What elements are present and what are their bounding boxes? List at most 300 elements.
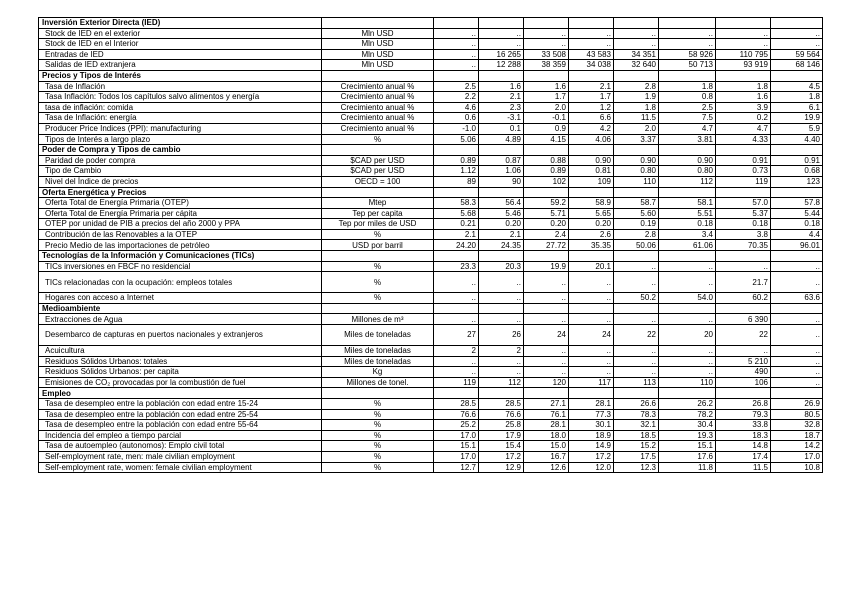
value-cell: 102 bbox=[524, 176, 569, 187]
value-cell: 58 926 bbox=[659, 49, 716, 60]
row-unit: % bbox=[322, 462, 434, 473]
value-cell: 28.1 bbox=[569, 399, 614, 410]
value-cell: 59 564 bbox=[771, 49, 823, 60]
value-cell: 5.46 bbox=[479, 208, 524, 219]
row-unit: Miles de toneladas bbox=[322, 356, 434, 367]
value-cell: 57.8 bbox=[771, 198, 823, 209]
table-row bbox=[39, 28, 823, 39]
value-cell: 2.5 bbox=[434, 81, 479, 92]
empty-cell bbox=[614, 251, 659, 262]
value-cell: 33.8 bbox=[716, 420, 771, 431]
value-cell: 12.0 bbox=[569, 462, 614, 473]
value-cell: 112 bbox=[659, 176, 716, 187]
empty-cell bbox=[569, 18, 614, 29]
empty-cell bbox=[771, 70, 823, 81]
value-cell: 15.2 bbox=[614, 441, 659, 452]
empty-cell bbox=[434, 388, 479, 399]
value-cell: 15.1 bbox=[434, 441, 479, 452]
value-cell: 0.89 bbox=[434, 155, 479, 166]
empty-cell bbox=[524, 145, 569, 156]
empty-cell bbox=[771, 303, 823, 314]
value-cell: 25.2 bbox=[434, 420, 479, 431]
value-cell: 35.35 bbox=[569, 240, 614, 251]
value-cell: 93 919 bbox=[716, 60, 771, 71]
value-cell: 0.81 bbox=[569, 166, 614, 177]
row-label: Self-employment rate, women: female civilian employment bbox=[39, 462, 322, 473]
value-cell: 58.7 bbox=[614, 198, 659, 209]
value-cell: 3.81 bbox=[659, 134, 716, 145]
value-cell: 14.2 bbox=[771, 441, 823, 452]
value-cell: 4.4 bbox=[771, 229, 823, 240]
value-cell: 1.06 bbox=[479, 166, 524, 177]
value-cell: 28.1 bbox=[524, 420, 569, 431]
value-cell: 33 508 bbox=[524, 49, 569, 60]
empty-cell bbox=[716, 145, 771, 156]
value-cell: .. bbox=[614, 356, 659, 367]
statistics-table bbox=[38, 17, 823, 473]
value-cell: 0.18 bbox=[716, 219, 771, 230]
table-row bbox=[39, 420, 823, 431]
empty-cell bbox=[716, 187, 771, 198]
row-label: Hogares con acceso a Internet bbox=[39, 293, 322, 304]
row-label: Oferta Total de Energía Primaria (OTEP) bbox=[39, 198, 322, 209]
value-cell: 58.9 bbox=[569, 198, 614, 209]
value-cell: 17.4 bbox=[716, 451, 771, 462]
value-cell: 0.19 bbox=[614, 219, 659, 230]
value-cell: 89 bbox=[434, 176, 479, 187]
value-cell: 24.35 bbox=[479, 240, 524, 251]
value-cell: 5.51 bbox=[659, 208, 716, 219]
empty-cell bbox=[659, 303, 716, 314]
value-cell: 19.9 bbox=[524, 261, 569, 272]
empty-cell bbox=[479, 145, 524, 156]
value-cell: .. bbox=[524, 367, 569, 378]
value-cell: 11.8 bbox=[659, 462, 716, 473]
value-cell: .. bbox=[524, 272, 569, 293]
empty-cell bbox=[614, 18, 659, 29]
value-cell: .. bbox=[716, 28, 771, 39]
section-header-row bbox=[39, 18, 823, 29]
value-cell: 24.20 bbox=[434, 240, 479, 251]
value-cell: .. bbox=[771, 377, 823, 388]
value-cell: .. bbox=[659, 314, 716, 325]
empty-cell bbox=[524, 187, 569, 198]
value-cell: 0.90 bbox=[569, 155, 614, 166]
row-label: Producer Price Indices (PPI): manufacturing bbox=[39, 123, 322, 134]
value-cell: 30.1 bbox=[569, 420, 614, 431]
value-cell: 112 bbox=[479, 377, 524, 388]
value-cell: 6.1 bbox=[771, 102, 823, 113]
value-cell: 59.2 bbox=[524, 198, 569, 209]
value-cell: 12.7 bbox=[434, 462, 479, 473]
value-cell: 120 bbox=[524, 377, 569, 388]
empty-cell bbox=[569, 187, 614, 198]
value-cell: .. bbox=[771, 272, 823, 293]
empty-cell bbox=[322, 251, 434, 262]
value-cell: 0.73 bbox=[716, 166, 771, 177]
value-cell: 17.9 bbox=[479, 430, 524, 441]
section-header-row bbox=[39, 388, 823, 399]
value-cell: 70.35 bbox=[716, 240, 771, 251]
value-cell: 109 bbox=[569, 176, 614, 187]
value-cell: 2.2 bbox=[434, 92, 479, 103]
value-cell: 119 bbox=[434, 377, 479, 388]
value-cell: 0.80 bbox=[614, 166, 659, 177]
value-cell: 1.7 bbox=[569, 92, 614, 103]
value-cell: 77.3 bbox=[569, 409, 614, 420]
value-cell: .. bbox=[434, 293, 479, 304]
empty-cell bbox=[614, 303, 659, 314]
value-cell: 78.3 bbox=[614, 409, 659, 420]
value-cell: .. bbox=[771, 261, 823, 272]
row-label: Tasa de Inflación: energía bbox=[39, 113, 322, 124]
empty-cell bbox=[659, 187, 716, 198]
row-label: TICs inversiones en FBCF no residencial bbox=[39, 261, 322, 272]
table-row bbox=[39, 123, 823, 134]
row-label: Tipo de Cambio bbox=[39, 166, 322, 177]
value-cell: 30.4 bbox=[659, 420, 716, 431]
value-cell: 0.18 bbox=[659, 219, 716, 230]
value-cell: 14.8 bbox=[716, 441, 771, 452]
value-cell: 6 390 bbox=[716, 314, 771, 325]
value-cell: .. bbox=[434, 367, 479, 378]
empty-cell bbox=[479, 303, 524, 314]
row-label: Tasa de Inflación bbox=[39, 81, 322, 92]
value-cell: .. bbox=[771, 367, 823, 378]
row-label: Stock de IED en el exterior bbox=[39, 28, 322, 39]
empty-cell bbox=[479, 187, 524, 198]
value-cell: 76.1 bbox=[524, 409, 569, 420]
value-cell: .. bbox=[524, 293, 569, 304]
value-cell: 119 bbox=[716, 176, 771, 187]
empty-cell bbox=[479, 251, 524, 262]
table-row bbox=[39, 60, 823, 71]
row-label: Precio Medio de las importaciones de petróleo bbox=[39, 240, 322, 251]
value-cell: 61.06 bbox=[659, 240, 716, 251]
value-cell: .. bbox=[771, 314, 823, 325]
value-cell: 22 bbox=[716, 325, 771, 346]
empty-cell bbox=[659, 18, 716, 29]
value-cell: 63.6 bbox=[771, 293, 823, 304]
value-cell: .. bbox=[659, 367, 716, 378]
value-cell: 0.68 bbox=[771, 166, 823, 177]
row-label: Oferta Total de Energía Primaria per cápita bbox=[39, 208, 322, 219]
value-cell: 26.2 bbox=[659, 399, 716, 410]
value-cell: 110 bbox=[614, 176, 659, 187]
value-cell: .. bbox=[524, 314, 569, 325]
table-row bbox=[39, 39, 823, 50]
table-row bbox=[39, 462, 823, 473]
value-cell: 26.8 bbox=[716, 399, 771, 410]
row-label: Extracciones de Agua bbox=[39, 314, 322, 325]
value-cell: 113 bbox=[614, 377, 659, 388]
table-row bbox=[39, 272, 823, 293]
value-cell: 1.12 bbox=[434, 166, 479, 177]
empty-cell bbox=[716, 70, 771, 81]
value-cell: 4.89 bbox=[479, 134, 524, 145]
value-cell: 16.7 bbox=[524, 451, 569, 462]
value-cell: 3.37 bbox=[614, 134, 659, 145]
row-label: OTEP por unidad de PIB a precios del año 2000 y PPA bbox=[39, 219, 322, 230]
value-cell: 5.44 bbox=[771, 208, 823, 219]
value-cell: 0.88 bbox=[524, 155, 569, 166]
value-cell: 0.2 bbox=[716, 113, 771, 124]
value-cell: .. bbox=[479, 28, 524, 39]
section-title: Tecnologías de la Información y Comunicaciones (TICs) bbox=[39, 251, 322, 262]
value-cell: 18.0 bbox=[524, 430, 569, 441]
value-cell: 123 bbox=[771, 176, 823, 187]
empty-cell bbox=[434, 303, 479, 314]
table-row bbox=[39, 356, 823, 367]
value-cell: 4.6 bbox=[434, 102, 479, 113]
value-cell: 50 713 bbox=[659, 60, 716, 71]
table-row bbox=[39, 409, 823, 420]
value-cell: .. bbox=[659, 261, 716, 272]
value-cell: 28.5 bbox=[434, 399, 479, 410]
value-cell: 4.40 bbox=[771, 134, 823, 145]
value-cell: .. bbox=[659, 346, 716, 357]
value-cell: 5.68 bbox=[434, 208, 479, 219]
table-row bbox=[39, 166, 823, 177]
row-unit: % bbox=[322, 272, 434, 293]
value-cell: 117 bbox=[569, 377, 614, 388]
value-cell: 58.1 bbox=[659, 198, 716, 209]
row-unit: Mln USD bbox=[322, 39, 434, 50]
empty-cell bbox=[569, 70, 614, 81]
value-cell: .. bbox=[434, 39, 479, 50]
row-label: Entradas de IED bbox=[39, 49, 322, 60]
value-cell: 90 bbox=[479, 176, 524, 187]
row-unit: Tep por miles de USD bbox=[322, 219, 434, 230]
value-cell: .. bbox=[614, 39, 659, 50]
empty-cell bbox=[322, 388, 434, 399]
empty-cell bbox=[716, 303, 771, 314]
value-cell: .. bbox=[614, 314, 659, 325]
value-cell: 1.6 bbox=[524, 81, 569, 92]
value-cell: 17.0 bbox=[434, 451, 479, 462]
value-cell: .. bbox=[659, 28, 716, 39]
value-cell: 5.65 bbox=[569, 208, 614, 219]
value-cell: 18.9 bbox=[569, 430, 614, 441]
section-title: Oferta Energética y Precios bbox=[39, 187, 322, 198]
value-cell: 10.8 bbox=[771, 462, 823, 473]
row-unit: % bbox=[322, 229, 434, 240]
value-cell: 26.9 bbox=[771, 399, 823, 410]
table-row bbox=[39, 49, 823, 60]
value-cell: .. bbox=[569, 367, 614, 378]
section-title: Precios y Tipos de Interés bbox=[39, 70, 322, 81]
value-cell: 18.3 bbox=[716, 430, 771, 441]
value-cell: 17.2 bbox=[479, 451, 524, 462]
value-cell: 1.9 bbox=[614, 92, 659, 103]
row-unit: Crecimiento anual % bbox=[322, 102, 434, 113]
row-label: Salidas de IED extranjera bbox=[39, 60, 322, 71]
section-title: Medioambiente bbox=[39, 303, 322, 314]
value-cell: 110 795 bbox=[716, 49, 771, 60]
row-unit: % bbox=[322, 293, 434, 304]
value-cell: 12.6 bbox=[524, 462, 569, 473]
value-cell: 0.18 bbox=[771, 219, 823, 230]
value-cell: .. bbox=[434, 356, 479, 367]
value-cell: .. bbox=[659, 356, 716, 367]
value-cell: 0.90 bbox=[614, 155, 659, 166]
row-label: Nivel del Índice de precios bbox=[39, 176, 322, 187]
empty-cell bbox=[771, 145, 823, 156]
value-cell: 2.0 bbox=[524, 102, 569, 113]
value-cell: 17.2 bbox=[569, 451, 614, 462]
value-cell: 78.2 bbox=[659, 409, 716, 420]
value-cell: .. bbox=[434, 272, 479, 293]
value-cell: 0.1 bbox=[479, 123, 524, 134]
value-cell: -3.1 bbox=[479, 113, 524, 124]
table-row bbox=[39, 219, 823, 230]
value-cell: 3.4 bbox=[659, 229, 716, 240]
value-cell: 32 640 bbox=[614, 60, 659, 71]
row-unit: Tep per capita bbox=[322, 208, 434, 219]
row-unit: Kg bbox=[322, 367, 434, 378]
table-row bbox=[39, 102, 823, 113]
value-cell: 2.1 bbox=[479, 92, 524, 103]
empty-cell bbox=[771, 187, 823, 198]
value-cell: 4.7 bbox=[716, 123, 771, 134]
row-unit: Mln USD bbox=[322, 28, 434, 39]
value-cell: .. bbox=[479, 314, 524, 325]
value-cell: 25.8 bbox=[479, 420, 524, 431]
empty-cell bbox=[614, 388, 659, 399]
empty-cell bbox=[614, 187, 659, 198]
value-cell: 16 265 bbox=[479, 49, 524, 60]
value-cell: 0.20 bbox=[569, 219, 614, 230]
value-cell: 96.01 bbox=[771, 240, 823, 251]
value-cell: .. bbox=[771, 28, 823, 39]
value-cell: 28.5 bbox=[479, 399, 524, 410]
value-cell: 1.7 bbox=[524, 92, 569, 103]
value-cell: 17.6 bbox=[659, 451, 716, 462]
section-header-row bbox=[39, 145, 823, 156]
table-body bbox=[39, 18, 823, 473]
value-cell: 3.8 bbox=[716, 229, 771, 240]
value-cell: .. bbox=[479, 39, 524, 50]
empty-cell bbox=[434, 251, 479, 262]
empty-cell bbox=[322, 70, 434, 81]
value-cell: 106 bbox=[716, 377, 771, 388]
row-unit: Mtep bbox=[322, 198, 434, 209]
value-cell: 2.8 bbox=[614, 81, 659, 92]
row-label: Contribución de las Renovables a la OTEP bbox=[39, 229, 322, 240]
value-cell: 490 bbox=[716, 367, 771, 378]
empty-cell bbox=[771, 388, 823, 399]
empty-cell bbox=[322, 303, 434, 314]
value-cell: 79.3 bbox=[716, 409, 771, 420]
row-unit: % bbox=[322, 430, 434, 441]
value-cell: 17.0 bbox=[771, 451, 823, 462]
section-title: Empleo bbox=[39, 388, 322, 399]
section-title: Inversión Exterior Directa (IED) bbox=[39, 18, 322, 29]
table-row bbox=[39, 325, 823, 346]
empty-cell bbox=[659, 388, 716, 399]
row-unit: % bbox=[322, 261, 434, 272]
value-cell: .. bbox=[771, 356, 823, 367]
empty-cell bbox=[569, 303, 614, 314]
row-label: Acuicultura bbox=[39, 346, 322, 357]
value-cell: 38 359 bbox=[524, 60, 569, 71]
value-cell: 3.9 bbox=[716, 102, 771, 113]
value-cell: .. bbox=[434, 28, 479, 39]
value-cell: 58.3 bbox=[434, 198, 479, 209]
value-cell: 0.6 bbox=[434, 113, 479, 124]
value-cell: 19.9 bbox=[771, 113, 823, 124]
row-label: Stock de IED en el Interior bbox=[39, 39, 322, 50]
value-cell: .. bbox=[569, 28, 614, 39]
empty-cell bbox=[659, 145, 716, 156]
value-cell: .. bbox=[659, 272, 716, 293]
value-cell: 0.87 bbox=[479, 155, 524, 166]
value-cell: 0.8 bbox=[659, 92, 716, 103]
empty-cell bbox=[479, 388, 524, 399]
table-row bbox=[39, 113, 823, 124]
value-cell: .. bbox=[524, 39, 569, 50]
value-cell: 20.1 bbox=[569, 261, 614, 272]
value-cell: .. bbox=[569, 314, 614, 325]
value-cell: 5.60 bbox=[614, 208, 659, 219]
value-cell: .. bbox=[569, 272, 614, 293]
value-cell: 26 bbox=[479, 325, 524, 346]
empty-cell bbox=[434, 145, 479, 156]
table-row bbox=[39, 208, 823, 219]
table-row bbox=[39, 176, 823, 187]
row-label: Residuos Sólidos Urbanos: per capita bbox=[39, 367, 322, 378]
value-cell: 0.21 bbox=[434, 219, 479, 230]
row-label: Desembarco de capturas en puertos nacionales y extranjeros bbox=[39, 325, 322, 346]
empty-cell bbox=[434, 187, 479, 198]
value-cell: 5.9 bbox=[771, 123, 823, 134]
row-label: tasa de inflación: comida bbox=[39, 102, 322, 113]
value-cell: .. bbox=[479, 367, 524, 378]
value-cell: 15.4 bbox=[479, 441, 524, 452]
value-cell: 0.80 bbox=[659, 166, 716, 177]
value-cell: 0.20 bbox=[524, 219, 569, 230]
value-cell: 0.90 bbox=[659, 155, 716, 166]
value-cell: .. bbox=[479, 293, 524, 304]
value-cell: .. bbox=[479, 272, 524, 293]
value-cell: 68 146 bbox=[771, 60, 823, 71]
row-unit: Crecimiento anual % bbox=[322, 92, 434, 103]
value-cell: 20.3 bbox=[479, 261, 524, 272]
value-cell: 2.3 bbox=[479, 102, 524, 113]
value-cell: 1.6 bbox=[716, 92, 771, 103]
value-cell: 4.5 bbox=[771, 81, 823, 92]
value-cell: 7.5 bbox=[659, 113, 716, 124]
value-cell: 4.33 bbox=[716, 134, 771, 145]
value-cell: .. bbox=[771, 39, 823, 50]
table-row bbox=[39, 430, 823, 441]
value-cell: 2.1 bbox=[434, 229, 479, 240]
value-cell: 0.89 bbox=[524, 166, 569, 177]
row-unit: Crecimiento anual % bbox=[322, 81, 434, 92]
value-cell: 15.1 bbox=[659, 441, 716, 452]
value-cell: 32.1 bbox=[614, 420, 659, 431]
row-label: Incidencia del empleo a tiempo parcial bbox=[39, 430, 322, 441]
value-cell: 6.6 bbox=[569, 113, 614, 124]
value-cell: .. bbox=[614, 28, 659, 39]
value-cell: .. bbox=[771, 346, 823, 357]
row-unit: % bbox=[322, 399, 434, 410]
value-cell: 24 bbox=[524, 325, 569, 346]
section-header-row bbox=[39, 251, 823, 262]
value-cell: .. bbox=[614, 367, 659, 378]
row-unit: Mln USD bbox=[322, 49, 434, 60]
value-cell: 5 210 bbox=[716, 356, 771, 367]
